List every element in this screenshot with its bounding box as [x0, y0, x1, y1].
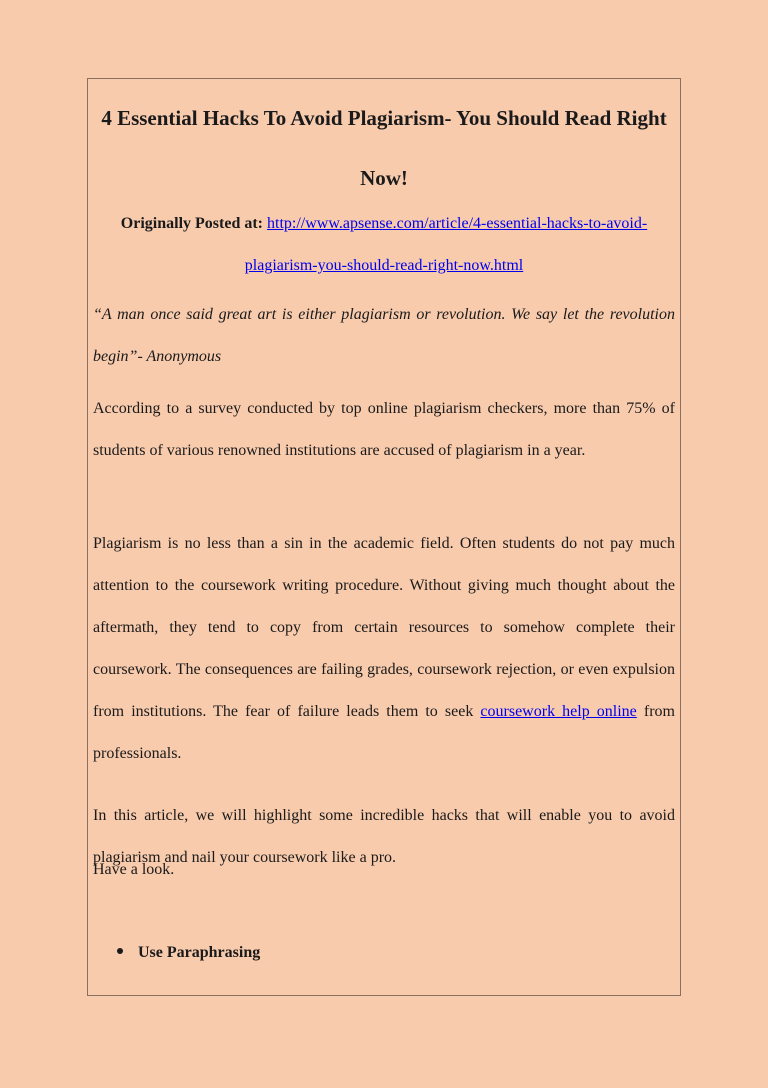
- bullet-dot-icon: [117, 948, 123, 954]
- posted-label: Originally Posted at:: [120, 215, 264, 232]
- paragraph-intro: In this article, we will highlight some incredible hacks that will enable you to avoid plagiarism and nail your coursework like a pro.: [93, 807, 675, 866]
- paragraph-text: Plagiarism is no less than a sin in the academic field. Often students do not pay much attention to the coursework writing procedure. Without giving much thought about the aftermath, they tend to copy from certain resources to somehow complete their coursework. The consequences are failing grades, coursework rejection, or even expulsion from institutions. The fear of failure leads them to seek: [93, 535, 675, 720]
- paragraph-have-a-look: Have a look.: [93, 861, 175, 878]
- source-link[interactable]: http://www.apsense.com/article/4-essential-hacks-to-avoid-plagiarism-you-should-read-right-now.html: [244, 215, 648, 274]
- bullet-item: [117, 932, 260, 974]
- paragraph-text-end: from professionals.: [93, 703, 675, 762]
- paragraph-survey: According to a survey conducted by top online plagiarism checkers, more than 75% of students of various renowned institutions are accused of plagiarism in a year.: [93, 400, 675, 459]
- coursework-help-link[interactable]: coursework help online: [480, 703, 637, 720]
- bullet-label: Use Paraphrasing: [138, 944, 261, 961]
- paragraph-plagiarism: [93, 523, 675, 775]
- article-title: 4 Essential Hacks To Avoid Plagiarism- You Should Read Right Now!: [101, 106, 667, 190]
- opening-quote: “A man once said great art is either plagiarism or revolution. We say let the revolution begin”- Anonymous: [93, 306, 675, 365]
- posted-at: [93, 203, 675, 287]
